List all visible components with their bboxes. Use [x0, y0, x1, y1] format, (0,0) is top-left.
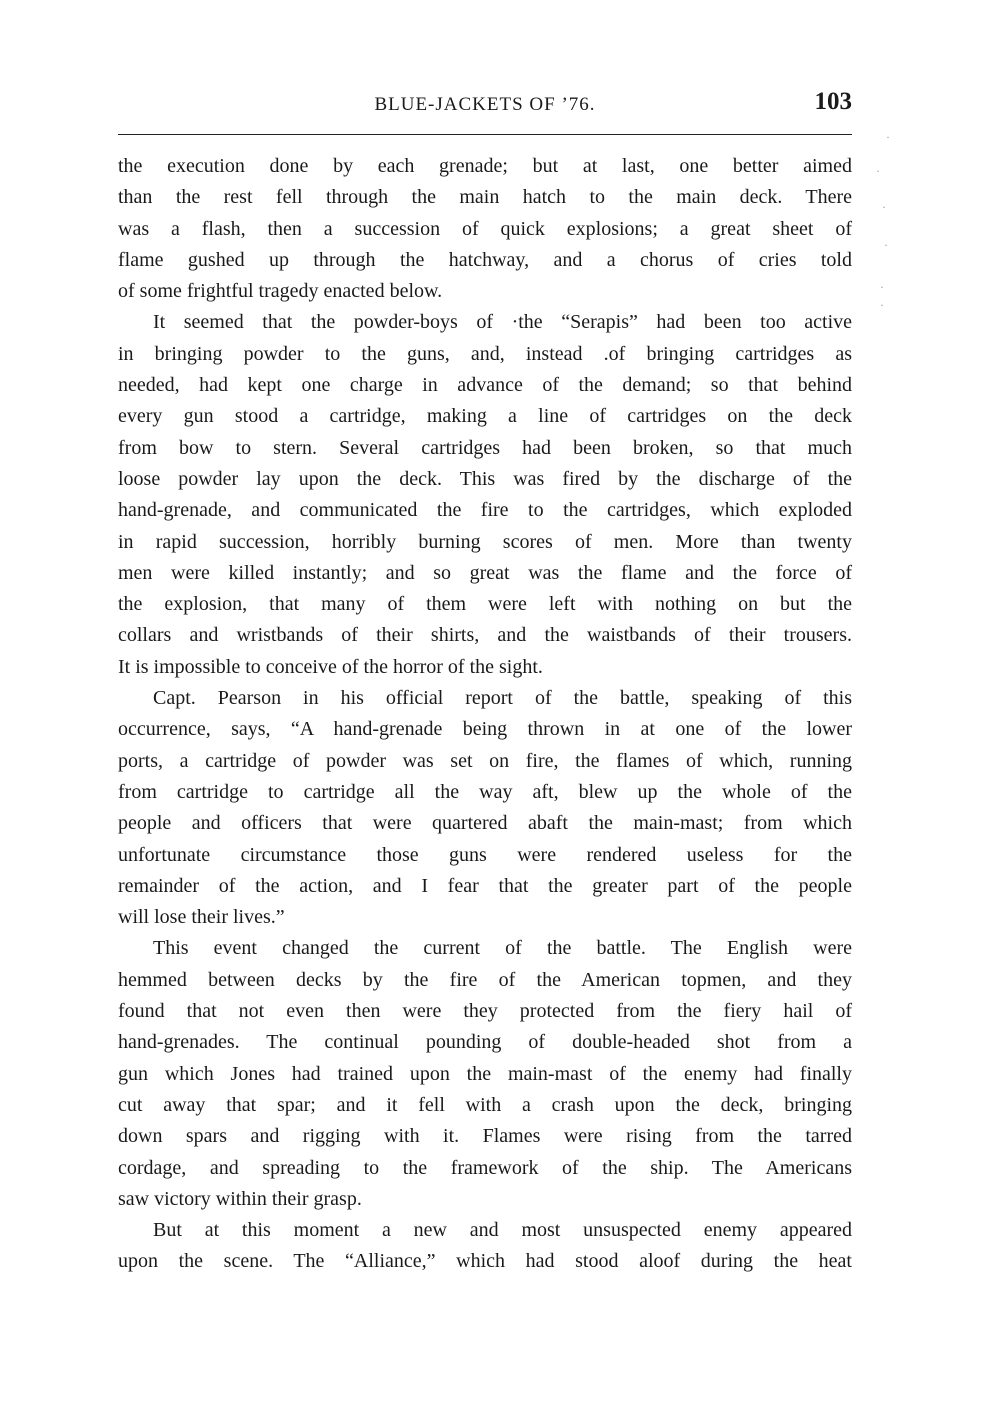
text-line: needed, had kept one charge in advance of the demand; so that behind [118, 374, 852, 397]
text-line: will lose their lives.” [118, 906, 285, 929]
body-text [118, 151, 852, 1278]
text-line: flame gushed up through the hatchway, and a chorus of cries told [118, 248, 852, 271]
text-line: remainder of the action, and I fear that the greater part of the people [118, 874, 852, 897]
text-line: saw victory within their grasp. [118, 1187, 362, 1210]
text-line: from bow to stern. Several cartridges had been broken, so that much [118, 436, 852, 459]
text-line: the explosion, that many of them were left with nothing on but the [118, 593, 852, 616]
scan-dot: · [880, 298, 884, 312]
scan-dot: · [876, 164, 880, 178]
text-line: ports, a cartridge of powder was set on fire, the flames of which, running [118, 749, 852, 772]
text-line: unfortunate circumstance those guns were rendered useless for the [118, 843, 852, 866]
text-line: people and officers that were quartered abaft the main-mast; from which [118, 812, 852, 835]
text-line: But at this moment a new and most unsuspected enemy appeared [153, 1219, 852, 1242]
page-number: 103 [814, 88, 852, 115]
text-line: the execution done by each grenade; but at last, one better aimed [118, 155, 852, 177]
text-line: cut away that spar; and it fell with a crash upon the deck, bringing [118, 1093, 852, 1116]
text-line: down spars and rigging with it. Flames were rising from the tarred [118, 1125, 852, 1148]
text-line: of some frightful tragedy enacted below. [118, 280, 443, 303]
text-line: gun which Jones had trained upon the main-mast of the enemy had finally [118, 1062, 852, 1085]
text-line: collars and wristbands of their shirts, and the waistbands of their trousers. [118, 624, 852, 647]
text-line: was a flash, then a succession of quick explosions; a great sheet of [118, 217, 852, 240]
text-line: hemmed between decks by the fire of the American topmen, and they [118, 968, 852, 991]
scan-dot: · [886, 130, 890, 144]
text-line: men were killed instantly; and so great was the flame and the force of [118, 561, 852, 584]
text-line: hand-grenade, and communicated the fire to the cartridges, which exploded [118, 499, 852, 522]
text-line: in bringing powder to the guns, and, instead .of bringing cartridges as [118, 342, 852, 365]
text-line: every gun stood a cartridge, making a line of cartridges on the deck [118, 405, 852, 428]
text-line: This event changed the current of the battle. The English were [153, 937, 852, 960]
text-line: cordage, and spreading to the framework of the ship. The Americans [118, 1156, 852, 1179]
text-line: It is impossible to conceive of the horror of the sight. [118, 655, 543, 678]
header-rule [118, 134, 852, 135]
text-line: found that not even then were they protected from the fiery hail of [118, 1000, 852, 1023]
text-line: loose powder lay upon the deck. This was fired by the discharge of the [118, 467, 852, 490]
text-line: Capt. Pearson in his official report of the battle, speaking of this [153, 687, 852, 710]
page-header [118, 88, 852, 124]
text-line: upon the scene. The “Alliance,” which had stood aloof during the heat [118, 1250, 852, 1273]
margin-scan-marks [876, 120, 896, 450]
scan-dot: · [884, 238, 888, 252]
scan-dot: · [880, 280, 884, 294]
text-line: from cartridge to cartridge all the way aft, blew up the whole of the [118, 780, 852, 803]
scan-dot: · [882, 200, 886, 214]
text-line: in rapid succession, horribly burning scores of men. More than twenty [118, 530, 852, 553]
text-line: hand-grenades. The continual pounding of double-headed shot from a [118, 1031, 852, 1054]
text-line: It seemed that the powder-boys of ·the “Serapis” had been too active [153, 311, 852, 334]
running-title: BLUE-JACKETS OF ’76. [374, 94, 596, 115]
text-line: occurrence, says, “A hand-grenade being thrown in at one of the lower [118, 718, 852, 741]
text-line: than the rest fell through the main hatch to the main deck. There [118, 186, 852, 209]
